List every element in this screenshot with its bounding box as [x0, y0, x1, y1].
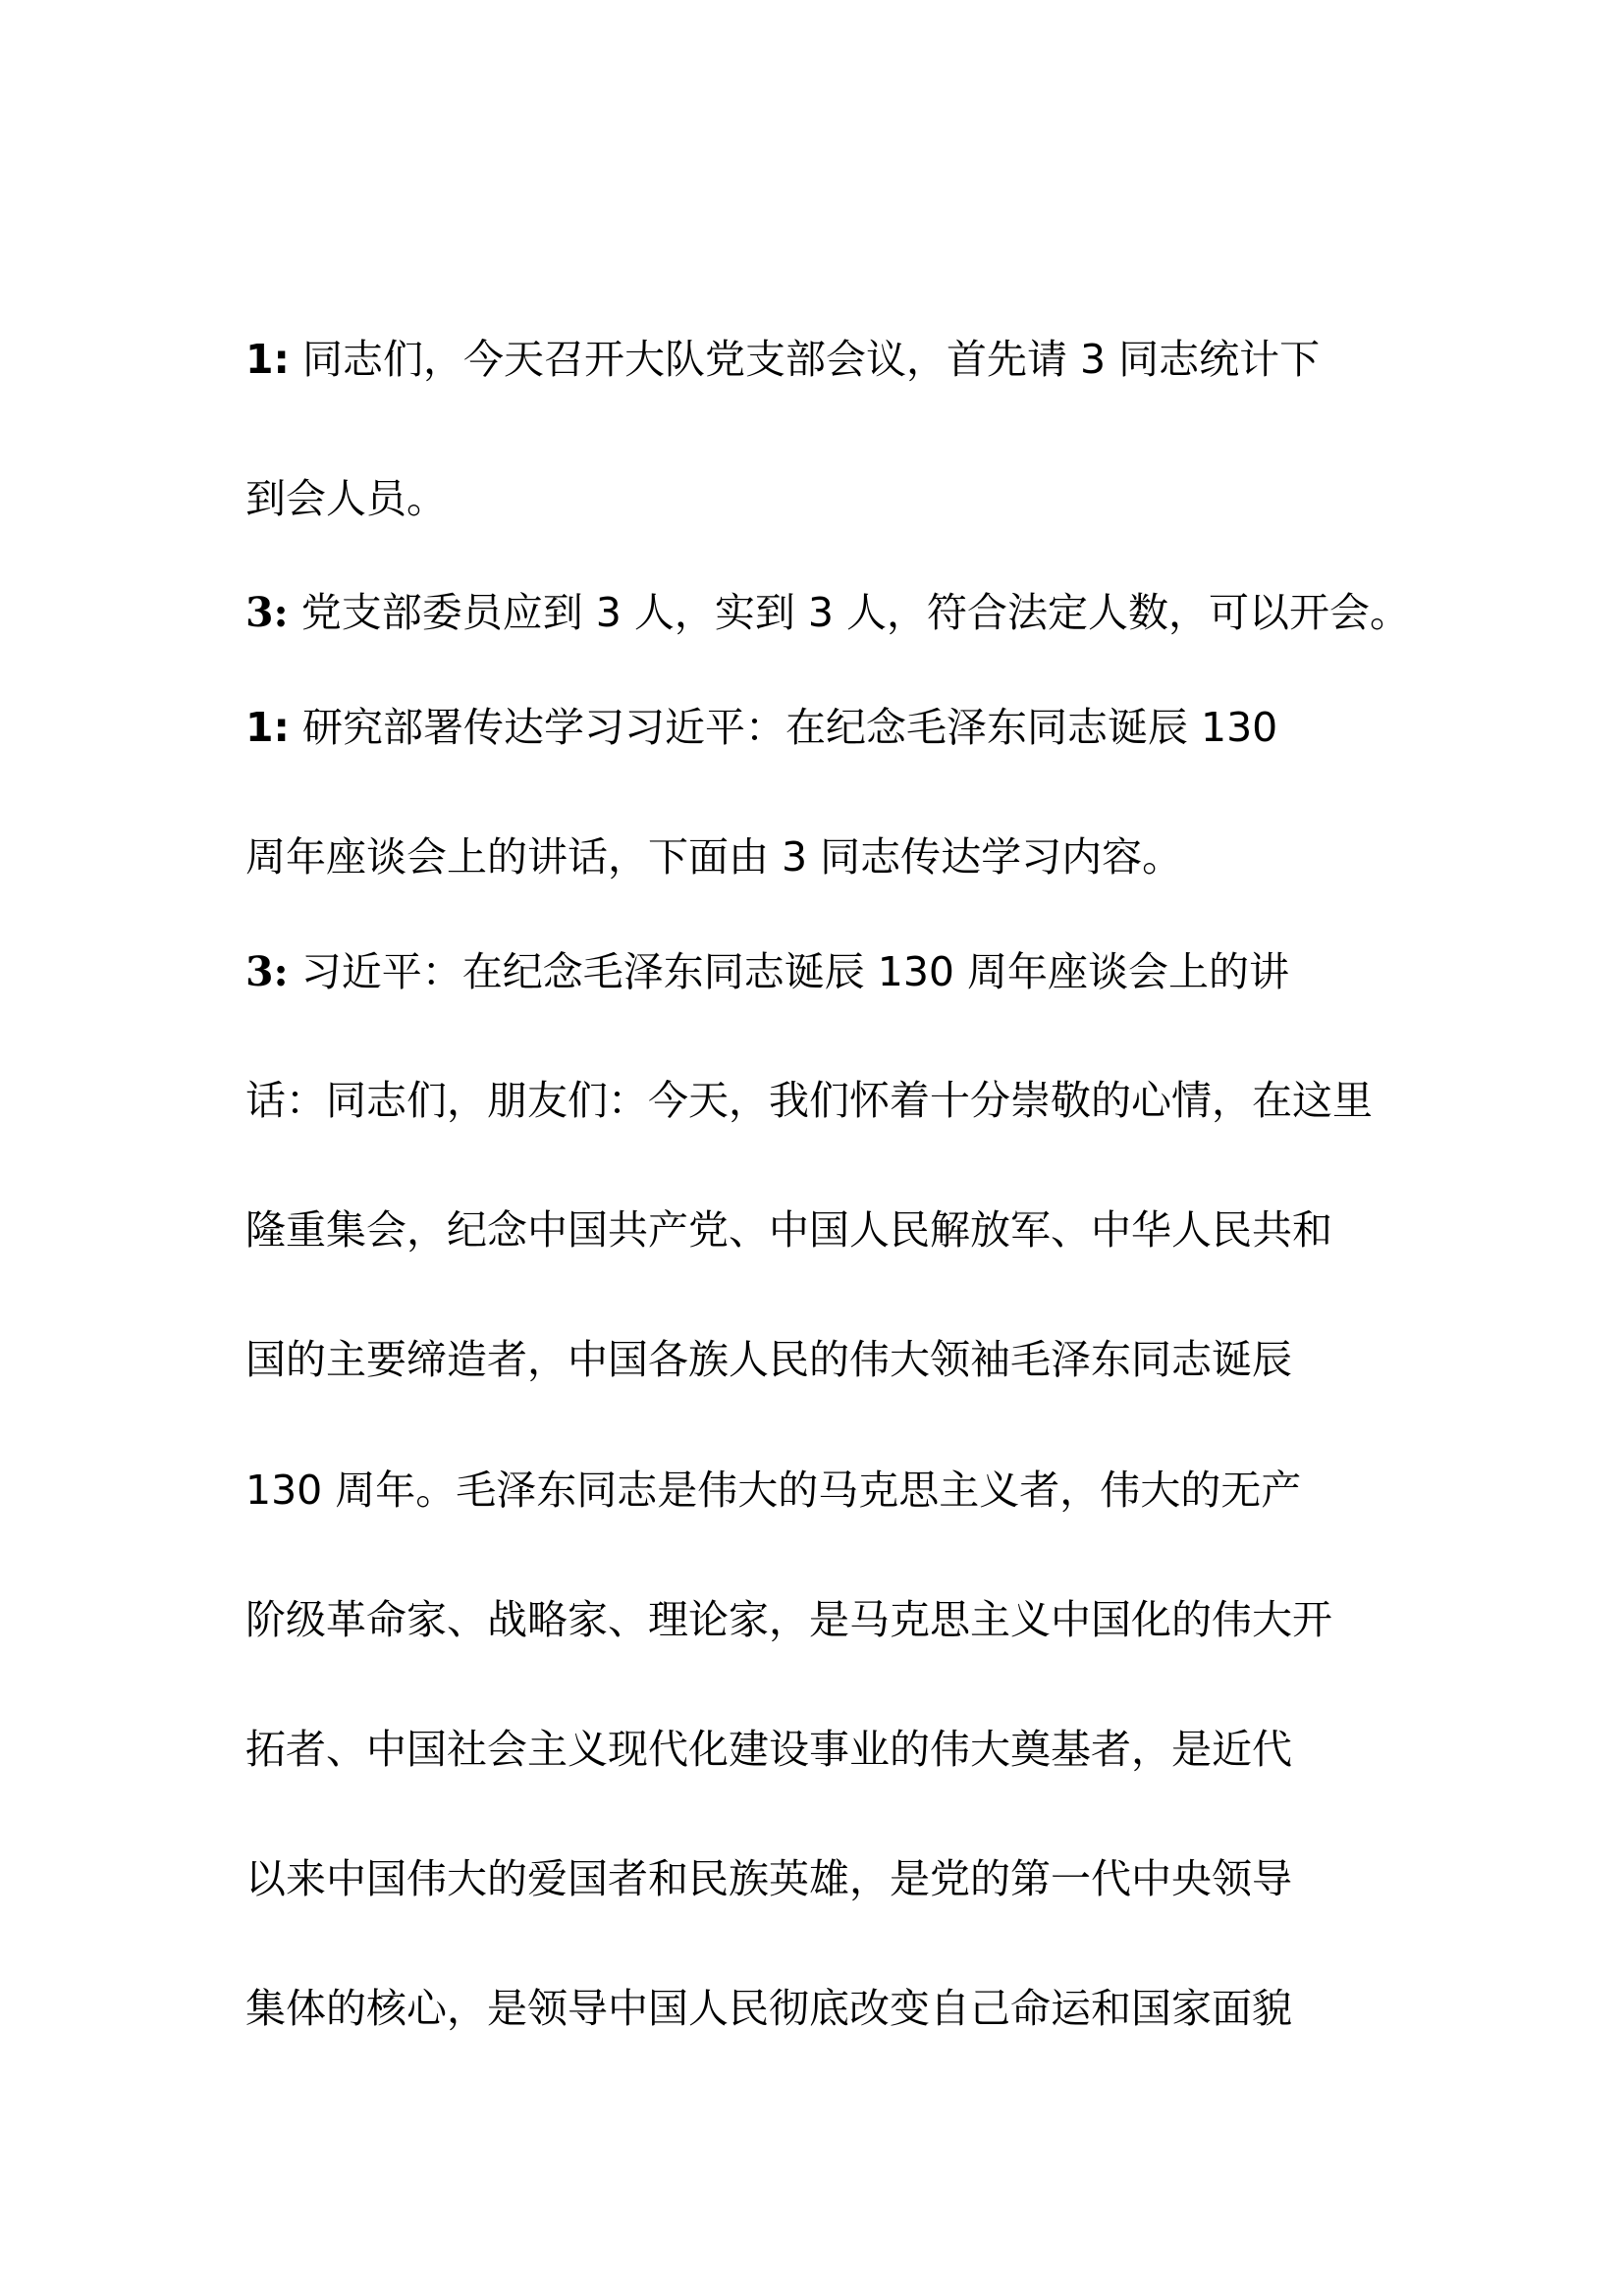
paragraph-text: 习近平：在纪念毛泽东同志诞辰 130 周年座谈会上的讲 [300, 948, 1290, 995]
paragraph-text: 国的主要缔造者，中国各族人民的伟大领袖毛泽东同志诞辰 [245, 1336, 1292, 1383]
paragraph-4-line-9 [245, 1981, 1292, 2036]
paragraph-text: 话：同志们，朋友们：今天，我们怀着十分崇敬的心情，在这里 [245, 1077, 1373, 1124]
paragraph-text: 研究部署传达学习习近平：在纪念毛泽东同志诞辰 130 [301, 704, 1278, 751]
paragraph-text: 党支部委员应到 3 人，实到 3 人，符合法定人数，可以开会。 [300, 589, 1411, 636]
paragraph-text: 集体的核心，是领导中国人民彻底改变自己命运和国家面貌 [245, 1985, 1292, 2032]
speaker-label: 3: [245, 589, 289, 636]
paragraph-4-line-6 [245, 1592, 1332, 1647]
paragraph-4-line-2 [245, 1073, 1373, 1128]
paragraph-text: 同志们，今天召开大队党支部会议，首先请 3 同志统计下 [301, 336, 1321, 383]
paragraph-4-line-1 [245, 944, 1289, 999]
paragraph-4-line-4 [245, 1332, 1292, 1387]
speaker-label: 3: [245, 948, 289, 995]
paragraph-text: 拓者、中国社会主义现代化建设事业的伟大奠基者，是近代 [245, 1726, 1292, 1773]
paragraph-1-line-1 [245, 332, 1320, 387]
speaker-label: 1: [245, 336, 290, 383]
paragraph-text: 到会人员。 [245, 475, 447, 522]
paragraph-3-line-1 [245, 700, 1277, 755]
paragraph-text: 阶级革命家、战略家、理论家，是马克思主义中国化的伟大开 [245, 1596, 1332, 1643]
paragraph-text: 130 周年。毛泽东同志是伟大的马克思主义者，伟大的无产 [245, 1467, 1302, 1514]
paragraph-text: 以来中国伟大的爱国者和民族英雄，是党的第一代中央领导 [245, 1855, 1292, 1902]
paragraph-2-line-1 [245, 585, 1410, 640]
paragraph-4-line-5 [245, 1463, 1301, 1518]
paragraph-1-line-2 [245, 471, 447, 526]
paragraph-text: 周年座谈会上的讲话，下面由 3 同志传达学习内容。 [245, 833, 1183, 881]
paragraph-3-line-2 [245, 829, 1182, 884]
paragraph-4-line-8 [245, 1851, 1292, 1906]
speaker-label: 1: [245, 704, 290, 751]
paragraph-text: 隆重集会，纪念中国共产党、中国人民解放军、中华人民共和 [245, 1206, 1332, 1254]
paragraph-4-line-3 [245, 1202, 1332, 1257]
paragraph-4-line-7 [245, 1722, 1292, 1777]
